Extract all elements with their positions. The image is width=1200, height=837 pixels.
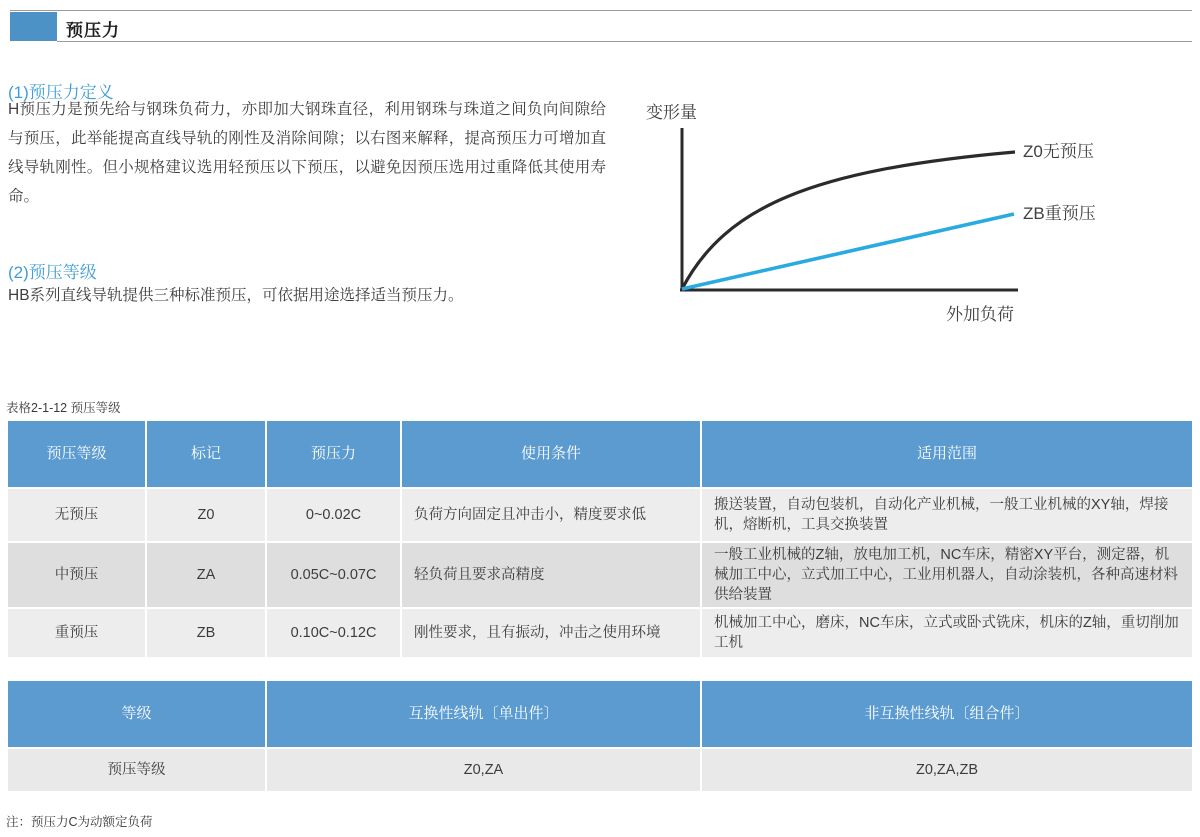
preload-grade-table <box>8 421 1192 657</box>
table-cell: 0.10C~0.12C <box>267 609 400 657</box>
t2-header-interchangeable: 互换性线轨〔单出件〕 <box>267 681 700 747</box>
table1-caption: 表格2-1-12 预压等级 <box>6 401 121 415</box>
x-axis-label: 外加负荷 <box>946 305 1014 324</box>
page-header <box>10 10 1192 42</box>
table-cell: 一般工业机械的Z轴，放电加工机，NC车床，精密XY平台，测定器，机械加工中心，立式加工中心，工业用机器人，自动涂装机，各种高速材料供给装置 <box>702 543 1192 607</box>
t2-header-grade: 等级 <box>8 681 265 747</box>
t1-header-application: 适用范围 <box>702 421 1192 487</box>
table-cell: 预压等级 <box>8 749 265 791</box>
table-cell: 重预压 <box>8 609 145 657</box>
curve-z0-no-preload <box>682 152 1015 289</box>
table-cell: 轻负荷且要求高精度 <box>402 543 700 607</box>
t1-header-mark: 标记 <box>147 421 265 487</box>
table-cell: 搬送装置，自动包装机，自动化产业机械，一般工业机械的XY轴，焊接机，熔断机，工具交换装置 <box>702 489 1192 541</box>
curve-label-zb: ZB重预压 <box>1023 204 1096 223</box>
table-cell: Z0 <box>147 489 265 541</box>
table-cell: 0.05C~0.07C <box>267 543 400 607</box>
table-cell: 负荷方向固定且冲击小，精度要求低 <box>402 489 700 541</box>
y-axis-label: 变形量 <box>646 103 697 122</box>
footnote: 注：预压力C为动额定负荷 <box>6 815 153 829</box>
table-cell: Z0,ZA,ZB <box>702 749 1192 791</box>
table-cell: 刚性要求，且有振动，冲击之使用环境 <box>402 609 700 657</box>
table-cell: ZA <box>147 543 265 607</box>
table-cell: ZB <box>147 609 265 657</box>
line-zb-heavy-preload <box>682 214 1014 289</box>
page-title: 预压力 <box>66 21 120 40</box>
section2-heading: (2)预压等级 <box>8 263 97 282</box>
t1-header-grade: 预压等级 <box>8 421 145 487</box>
table-cell: 中预压 <box>8 543 145 607</box>
section1-heading: (1)预压力定义 <box>8 83 114 102</box>
t1-header-force: 预压力 <box>267 421 400 487</box>
table-cell: 0~0.02C <box>267 489 400 541</box>
interchangeability-table <box>8 681 1192 791</box>
section2-body: HB系列直线导轨提供三种标准预压，可依据用途选择适当预压力。 <box>8 287 464 304</box>
t1-header-condition: 使用条件 <box>402 421 700 487</box>
accent-square <box>10 12 57 41</box>
table-cell: 机械加工中心，磨床，NC车床，立式或卧式铣床，机床的Z轴，重切削加工机 <box>702 609 1192 657</box>
table-cell: Z0,ZA <box>267 749 700 791</box>
curve-label-z0: Z0无预压 <box>1023 142 1094 161</box>
t2-header-non-interchangeable: 非互换性线轨〔组合件〕 <box>702 681 1192 747</box>
preload-deformation-chart <box>620 95 1140 330</box>
table-cell: 无预压 <box>8 489 145 541</box>
header-rule <box>57 41 1192 42</box>
section1-body: H预压力是预先给与钢珠负荷力，亦即加大钢珠直径，利用钢珠与珠道之间负向间隙给与预压，此举能提高直线导轨的刚性及消除间隙；以右图来解释，提高预压力可增加直线导轨刚性。但小规格建议选用轻预压以下预压，以避免因预压选用过重降低其使用寿命。 <box>8 101 606 205</box>
